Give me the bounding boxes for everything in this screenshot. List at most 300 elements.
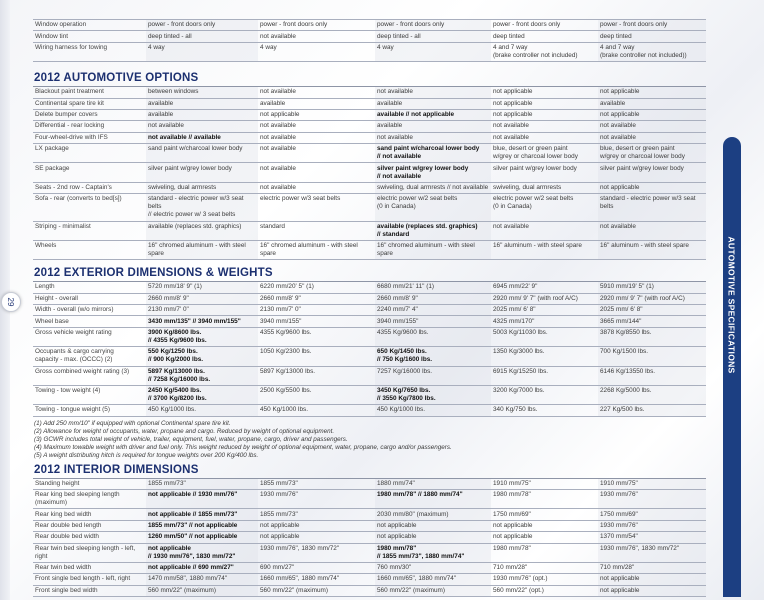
row-label-text: Towing - tongue weight (5) (35, 406, 110, 414)
table-cell (375, 562, 491, 573)
table-cell (491, 144, 598, 163)
cell-value: 1855 mm/73" // not applicable (148, 521, 238, 529)
row-label (33, 221, 146, 240)
cell-value: not applicable (493, 111, 533, 119)
row-label-text: Rear twin bed sleeping length - left, right (35, 544, 136, 560)
table-cell (375, 585, 491, 596)
table-cell (258, 532, 375, 543)
table-cell (598, 293, 706, 304)
table-cell (375, 20, 491, 31)
table-cell (598, 42, 706, 61)
page-number-badge (1, 292, 21, 312)
cell-value: 1470 mm/58", 1880 mm/74" (148, 575, 228, 583)
footnote: (1) Add 250 mm/10" if equipped with optional Continental spare tire kit. (34, 419, 231, 427)
table-row (33, 109, 706, 120)
cell-value-line2: // not available (377, 172, 422, 180)
table-cell (598, 347, 706, 366)
cell-value: power - front doors only (600, 21, 668, 29)
cell-value: not available (260, 122, 296, 130)
table-cell (258, 87, 375, 98)
table-cell (375, 520, 491, 531)
cell-value: 1980 mm/78" (493, 544, 531, 552)
table-row (33, 479, 706, 490)
cell-value: 1660 mm/65", 1880 mm/74" (260, 575, 340, 583)
cell-value: 2130 mm/7' 0" (148, 306, 189, 314)
cell-value: not applicable // 690 mm/27" (148, 564, 234, 572)
cell-value: swiveling, dual armrests // not available (377, 183, 489, 191)
table-row (33, 144, 706, 163)
footnotes (33, 417, 706, 463)
cell-value: 710 mm/28" (600, 564, 635, 572)
table-cell (491, 31, 598, 42)
table-row (33, 305, 706, 316)
cell-value-line2: // 900 Kg/2000 lbs. (148, 356, 204, 364)
table-cell (146, 327, 258, 346)
table-cell (491, 305, 598, 316)
table-cell (375, 509, 491, 520)
table-cell (491, 543, 598, 562)
row-label (33, 182, 146, 193)
cell-value: 1930 mm/76" (opt.) (493, 575, 548, 583)
cell-value: not available (493, 222, 529, 230)
table-cell (491, 479, 598, 490)
cell-value: not available (600, 122, 636, 130)
cell-value: available (replaces std. graphics) (148, 222, 242, 230)
row-label-text: LX package (35, 145, 69, 153)
table-row (33, 121, 706, 132)
cell-value: available (377, 99, 403, 107)
table-row (33, 405, 706, 416)
table-cell (598, 574, 706, 585)
side-tab-label-wrap (724, 230, 740, 380)
table-cell (598, 282, 706, 293)
cell-value: available // not applicable (377, 111, 455, 119)
table-cell (598, 562, 706, 573)
cell-value: not available (260, 145, 296, 153)
cell-value: 4 way (377, 43, 394, 51)
row-label (33, 282, 146, 293)
cell-value: 3878 Kg/8550 lbs. (600, 328, 652, 336)
table-row (33, 347, 706, 366)
cell-value: silver paint w/grey lower body (148, 164, 232, 172)
cell-value: 4355 Kg/9600 lbs. (260, 328, 312, 336)
row-label-text: Window operation (35, 21, 87, 29)
cell-value: 2240 mm/7' 4" (377, 306, 418, 314)
table-cell (146, 132, 258, 143)
table-row (33, 194, 706, 221)
table-cell (491, 182, 598, 193)
cell-value: electric power w/3 seat belts (260, 195, 341, 203)
footnote: (5) A weight distributing hitch is required for tongue weights over 200 Kg/400 lbs. (34, 451, 259, 459)
row-label (33, 327, 146, 346)
cell-value: 5910 mm/19' 5" (1) (600, 283, 654, 291)
cell-value: 2920 mm/ 9' 7" (with roof A/C) (600, 294, 685, 302)
table-row (33, 585, 706, 596)
cell-value: 2500 Kg/5500 lbs. (260, 387, 312, 395)
row-label (33, 562, 146, 573)
row-label-text: Rear king bed sleeping length (maximum) (35, 491, 120, 507)
footnote: (3) GCWR includes total weight of vehicle, trailer, equipment, fuel, water, propane, cargo, driver and passengers. (34, 435, 348, 443)
cell-value: 1880 mm/74" (377, 479, 415, 487)
cell-value-line2: (0 in Canada) (377, 203, 416, 211)
row-label-text: Blackout paint treatment (35, 88, 104, 96)
row-label (33, 240, 146, 259)
table-cell (598, 520, 706, 531)
cell-value: available (600, 99, 626, 107)
table-cell (598, 221, 706, 240)
cell-value: sand paint w/charcoal lower body (377, 145, 480, 153)
table-cell (258, 98, 375, 109)
cell-value: 2130 mm/7' 0" (260, 306, 301, 314)
cell-value: 450 Kg/1000 lbs. (148, 406, 196, 414)
table-cell (491, 509, 598, 520)
cell-value: 1750 mm/69" (493, 510, 531, 518)
cell-value: power - front doors only (493, 21, 561, 29)
table-cell (491, 316, 598, 327)
row-label-text: Standing height (35, 479, 80, 487)
table-exterior (33, 282, 706, 416)
table-cell (491, 132, 598, 143)
cell-value: 2660 mm/8' 9" (377, 294, 418, 302)
table-cell (375, 121, 491, 132)
table-cell (258, 405, 375, 416)
cell-value: 1930 mm/76" (260, 491, 298, 499)
cell-value: electric power w/2 seat belts (377, 195, 458, 203)
table-cell (598, 405, 706, 416)
cell-value-line2: (0 in Canada) (493, 203, 532, 211)
cell-value: not applicable (260, 111, 300, 119)
row-label (33, 31, 146, 42)
cell-value: not applicable (493, 533, 533, 541)
cell-value: 1855 mm/73" (260, 479, 298, 487)
table-cell (375, 132, 491, 143)
cell-value: 16" chromed aluminum - with steel spare (377, 242, 475, 258)
table-row (33, 327, 706, 346)
row-label (33, 347, 146, 366)
table-interior (33, 479, 706, 597)
table-cell (258, 305, 375, 316)
row-label (33, 144, 146, 163)
cell-value: 700 Kg/1500 lbs. (600, 348, 648, 356)
table-cell (258, 543, 375, 562)
table-cell (258, 182, 375, 193)
table-cell (258, 282, 375, 293)
cell-value: not available (493, 122, 529, 130)
cell-value: not available (260, 183, 296, 191)
table-cell (491, 194, 598, 221)
table-cell (375, 163, 491, 182)
cell-value: 3665 mm/144" (600, 317, 642, 325)
cell-value: 650 Kg/1450 lbs. (377, 348, 427, 356)
table-cell (491, 20, 598, 31)
row-label-text: Striping - minimalist (35, 222, 91, 230)
table-cell (375, 98, 491, 109)
cell-value: not available (260, 32, 296, 40)
cell-value: 1930 mm/76" (600, 521, 638, 529)
cell-value: 16" aluminum - with steel spare (493, 242, 582, 250)
cell-value-line2: // 4355 Kg/9600 lbs. (148, 336, 207, 344)
table-row (33, 87, 706, 98)
cell-value: not available (260, 133, 296, 141)
table-cell (375, 31, 491, 42)
table-row (33, 182, 706, 193)
table-cell (598, 305, 706, 316)
cell-value: 6680 mm/21' 11" (1) (377, 283, 435, 291)
row-label-text: Seats - 2nd row - Captain's (35, 183, 112, 191)
cell-value: 1750 mm/69" (600, 510, 638, 518)
cell-value: 1370 mm/54" (600, 533, 638, 541)
row-label-text: SE package (35, 164, 70, 172)
cell-value: standard (260, 222, 285, 230)
table-cell (491, 221, 598, 240)
table-cell (598, 194, 706, 221)
cell-value-line2: // 7258 Kg/16000 lbs. (148, 375, 211, 383)
cell-value: 3200 Kg/7000 lbs. (493, 387, 545, 395)
table-cell (375, 316, 491, 327)
cell-value: 1930 mm/76", 1830 mm/72" (600, 544, 680, 552)
cell-value: not available (260, 164, 296, 172)
cell-value: power - front doors only (260, 21, 328, 29)
row-label (33, 98, 146, 109)
table-cell (375, 109, 491, 120)
table-cell (375, 385, 491, 404)
footnote: (2) Allowance for weight of occupants, water, propane and cargo. Reduced by weight of optional equipment. (34, 427, 335, 435)
row-label (33, 121, 146, 132)
table-cell (598, 98, 706, 109)
row-label (33, 405, 146, 416)
table-cell (375, 182, 491, 193)
cell-value: 5720 mm/18' 9" (1) (148, 283, 202, 291)
table-cell (491, 347, 598, 366)
row-label (33, 87, 146, 98)
cell-value: not applicable (148, 544, 191, 552)
table-cell (258, 293, 375, 304)
table-cell (491, 327, 598, 346)
cell-value: 760 mm/30" (377, 564, 412, 572)
table-cell (375, 194, 491, 221)
cell-value: available (replaces std. graphics) (377, 222, 478, 230)
cell-value: not available // available (148, 133, 221, 141)
cell-value: not available (377, 88, 413, 96)
table-cell (491, 282, 598, 293)
section-title-exterior: 2012 EXTERIOR DIMENSIONS & WEIGHTS (33, 266, 706, 282)
cell-value: 1930 mm/76", 1830 mm/72" (260, 544, 340, 552)
table-cell (258, 163, 375, 182)
table-cell (491, 163, 598, 182)
cell-value: 16" aluminum - with steel spare (600, 242, 689, 250)
cell-value: not applicable (600, 575, 640, 583)
table-cell (598, 479, 706, 490)
cell-value: 6146 Kg/13550 lbs. (600, 367, 656, 375)
cell-value: between windows (148, 88, 199, 96)
cell-value: 16" chromed aluminum - with steel spare (148, 242, 246, 258)
row-label (33, 109, 146, 120)
cell-value: not applicable (600, 88, 640, 96)
cell-value: 227 Kg/500 lbs. (600, 406, 645, 414)
table-cell (491, 87, 598, 98)
cell-value: 4 and 7 way (600, 43, 635, 51)
cell-value: 3900 Kg/8600 lbs. (148, 328, 202, 336)
cell-value: 6915 Kg/15250 lbs. (493, 367, 549, 375)
table-cell (258, 240, 375, 259)
row-label (33, 366, 146, 385)
table-row (33, 20, 706, 31)
row-label-text: Height - overall (35, 294, 78, 302)
table-cell (258, 144, 375, 163)
cell-value: 6945 mm/22' 9" (493, 283, 538, 291)
row-label-text: Continental spare tire kit (35, 99, 104, 107)
row-label (33, 532, 146, 543)
row-label-text: Width - overall (w/o mirrors) (35, 306, 114, 314)
table-cell (146, 163, 258, 182)
table-cell (258, 327, 375, 346)
table-cell (598, 543, 706, 562)
cell-value: 560 mm/22" (maximum) (148, 586, 216, 594)
cell-value: not applicable (260, 533, 300, 541)
cell-value: silver paint w/grey lower body (377, 164, 469, 172)
cell-value: blue, desert or green paint (493, 145, 568, 153)
cell-value: 1050 Kg/2300 lbs. (260, 348, 312, 356)
cell-value: 4 way (148, 43, 165, 51)
table-cell (146, 490, 258, 509)
cell-value: blue, desert or green paint (600, 145, 675, 153)
section-title-options: 2012 AUTOMOTIVE OPTIONS (33, 71, 706, 87)
table-cell (491, 42, 598, 61)
row-label-text: Towing - tow weight (4) (35, 387, 101, 395)
cell-value-line2: // 3550 Kg/7800 lbs. (377, 395, 436, 403)
cell-value: 2268 Kg/5000 lbs. (600, 387, 652, 395)
table-row (33, 574, 706, 585)
cell-value: 3430 mm/135" // 3940 mm/155" (148, 317, 241, 325)
spec-content (33, 0, 706, 597)
table-cell (598, 163, 706, 182)
cell-value: not available (377, 133, 413, 141)
table-cell (146, 405, 258, 416)
cell-value: 710 mm/28" (493, 564, 528, 572)
cell-value: power - front doors only (377, 21, 445, 29)
table-cell (258, 520, 375, 531)
table-row (33, 543, 706, 562)
table-cell (598, 385, 706, 404)
cell-value-line2: w/grey or charcoal lower body (493, 153, 578, 161)
cell-value: 340 Kg/750 lbs. (493, 406, 538, 414)
cell-value: available (377, 122, 403, 130)
cell-value: not available (600, 222, 636, 230)
table-cell (375, 293, 491, 304)
row-label-text: Front single bed width (35, 586, 98, 594)
row-label (33, 132, 146, 143)
table-row (33, 520, 706, 531)
table-cell (146, 98, 258, 109)
cell-value: electric power w/2 seat belts (493, 195, 574, 203)
cell-value: swiveling, dual armrests (148, 183, 217, 191)
row-label (33, 42, 146, 61)
footnote: (4) Maximum towable weight with driver and fuel only. This weight reduced by weight of optional equipment, water, propane, cargo and/or passengers. (34, 443, 452, 451)
cell-value-line2: // standard (377, 230, 410, 238)
table-top-features (33, 19, 706, 62)
table-row (33, 366, 706, 385)
table-cell (146, 532, 258, 543)
cell-value: not applicable (260, 521, 300, 529)
table-cell (146, 347, 258, 366)
cell-value: 1910 mm/75" (493, 479, 531, 487)
row-label-text: Delete bumper covers (35, 111, 98, 119)
cell-value: 2660 mm/8' 9" (148, 294, 189, 302)
cell-value: available (148, 111, 174, 119)
table-cell (258, 490, 375, 509)
row-label-text: Rear twin bed width (35, 564, 92, 572)
row-label (33, 490, 146, 509)
cell-value-line2: (brake controller not included) (493, 51, 578, 59)
table-cell (598, 532, 706, 543)
table-cell (491, 293, 598, 304)
table-cell (375, 574, 491, 585)
table-row (33, 42, 706, 61)
cell-value: 1930 mm/76" (600, 491, 638, 499)
table-cell (491, 405, 598, 416)
cell-value: not available (600, 133, 636, 141)
row-label-text: Wheel base (35, 317, 69, 325)
table-row (33, 163, 706, 182)
table-cell (146, 121, 258, 132)
table-row (33, 490, 706, 509)
cell-value-line2: // 1855 mm/73", 1880 mm/74" (377, 552, 465, 560)
row-label (33, 520, 146, 531)
table-cell (258, 132, 375, 143)
cell-value: not applicable (600, 586, 640, 594)
cell-value: 1660 mm/65", 1880 mm/74" (377, 575, 457, 583)
table-cell (146, 385, 258, 404)
cell-value-line2: // 1930 mm/76", 1830 mm/72" (148, 552, 236, 560)
table-cell (258, 347, 375, 366)
row-label (33, 574, 146, 585)
cell-value: 4 way (260, 43, 277, 51)
cell-value: 560 mm/22" (maximum) (260, 586, 328, 594)
cell-value: 1350 Kg/3000 lbs. (493, 348, 545, 356)
table-cell (491, 520, 598, 531)
cell-value: not applicable // 1855 mm/73" (148, 510, 238, 518)
row-label-text: Rear king bed width (35, 510, 92, 518)
cell-value: 1980 mm/78" (493, 491, 531, 499)
table-cell (491, 366, 598, 385)
cell-value: not applicable (377, 533, 417, 541)
cell-value: available (148, 99, 174, 107)
table-cell (491, 574, 598, 585)
table-cell (146, 562, 258, 573)
cell-value: not applicable (600, 111, 640, 119)
table-cell (146, 109, 258, 120)
table-cell (146, 182, 258, 193)
page-number: 29 (6, 297, 16, 307)
table-cell (598, 121, 706, 132)
cell-value: 2450 Kg/5400 lbs. (148, 387, 202, 395)
cell-value: 550 Kg/1250 lbs. (148, 348, 198, 356)
cell-value: 2660 mm/8' 9" (260, 294, 301, 302)
table-cell (375, 282, 491, 293)
table-cell (491, 240, 598, 259)
row-label (33, 305, 146, 316)
table-cell (375, 543, 491, 562)
cell-value: 690 mm/27" (260, 564, 295, 572)
row-label (33, 509, 146, 520)
table-cell (146, 520, 258, 531)
cell-value: 5897 Kg/13000 lbs. (260, 367, 316, 375)
table-cell (491, 385, 598, 404)
table-cell (491, 109, 598, 120)
table-cell (491, 532, 598, 543)
row-label-text: Length (35, 283, 55, 291)
table-cell (598, 109, 706, 120)
